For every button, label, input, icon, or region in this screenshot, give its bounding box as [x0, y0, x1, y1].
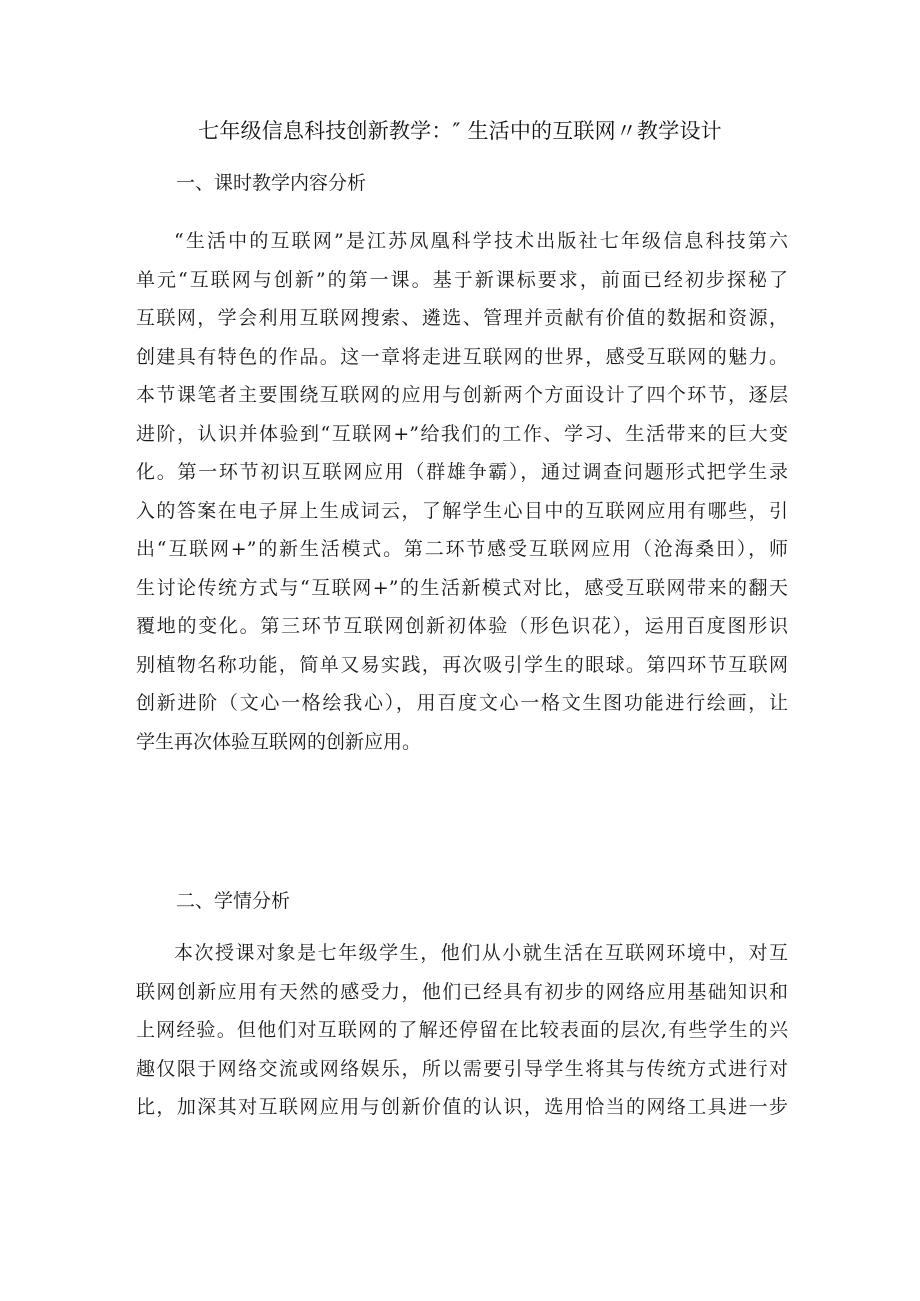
paragraph-line: 学生再次体验互联网的创新应用。: [136, 730, 422, 753]
paragraph-line: 本节课笔者主要围绕互联网的应用与创新两个方面设计了四个环节，逐层: [136, 384, 788, 406]
paragraph-line: 化。第一环节初识互联网应用（群雄争霸），通过调查问题形式把学生录: [136, 461, 788, 483]
paragraph-line: 出“互联网+”的新生活模式。第二环节感受互联网应用（沧海桑田），师: [136, 538, 788, 560]
paragraph-line: 趣仅限于网络交流或网络娱乐，所以需要引导学生将其与传统方式进行对: [136, 1057, 788, 1080]
paragraph-line: 单元“互联网与创新”的第一课。基于新课标要求，前面已经初步探秘了: [136, 268, 788, 291]
section-heading-learner-analysis: 二、学情分析: [176, 890, 291, 912]
paragraph-line: 入的答案在电子屏上生成词云，了解学生心目中的互联网应用有哪些，引: [136, 499, 788, 522]
paragraph-line: 覆地的变化。第三环节互联网创新初体验（形色识花），运用百度图形识: [136, 615, 788, 637]
paragraph-content-analysis: [136, 222, 788, 761]
paragraph-line: 创新进阶（文心一格绘我心），用百度文心一格文生图功能进行绘画，让: [136, 692, 788, 714]
document-title: 七年级信息科技创新教学：″ 生活中的互联网〃教学设计: [198, 119, 722, 143]
paragraph-line: 进阶，认识并体验到“互联网+”给我们的工作、学习、生活带来的巨大变: [136, 422, 788, 445]
paragraph-line: 本次授课对象是七年级学生，他们从小就生活在互联网环境中，对互: [174, 942, 788, 964]
section-heading-content-analysis: 一、课时教学内容分析: [176, 172, 367, 194]
paragraph-line: 比，加深其对互联网应用与创新价值的认识，选用恰当的网络工具进一步: [136, 1096, 788, 1118]
paragraph-line: 生讨论传统方式与“互联网+”的生活新模式对比，感受互联网带来的翻天: [136, 576, 788, 599]
paragraph-line: 联网创新应用有天然的感受力，他们已经具有初步的网络应用基础知识和: [136, 980, 788, 1003]
paragraph-line: “生活中的互联网”是江苏凤凰科学技术出版社七年级信息科技第六: [174, 230, 788, 252]
paragraph-learner-analysis: [136, 934, 788, 1127]
paragraph-line: 互联网，学会利用互联网搜索、遴选、管理并贡献有价值的数据和资源，: [136, 307, 788, 329]
paragraph-line: 创建具有特色的作品。这一章将走进互联网的世界，感受互联网的魅力。: [136, 345, 788, 368]
paragraph-line: 上网经验。但他们对互联网的了解还停留在比较表面的层次,有些学生的兴: [136, 1019, 788, 1041]
paragraph-line: 别植物名称功能，简单又易实践，再次吸引学生的眼球。第四环节互联网: [136, 653, 788, 676]
